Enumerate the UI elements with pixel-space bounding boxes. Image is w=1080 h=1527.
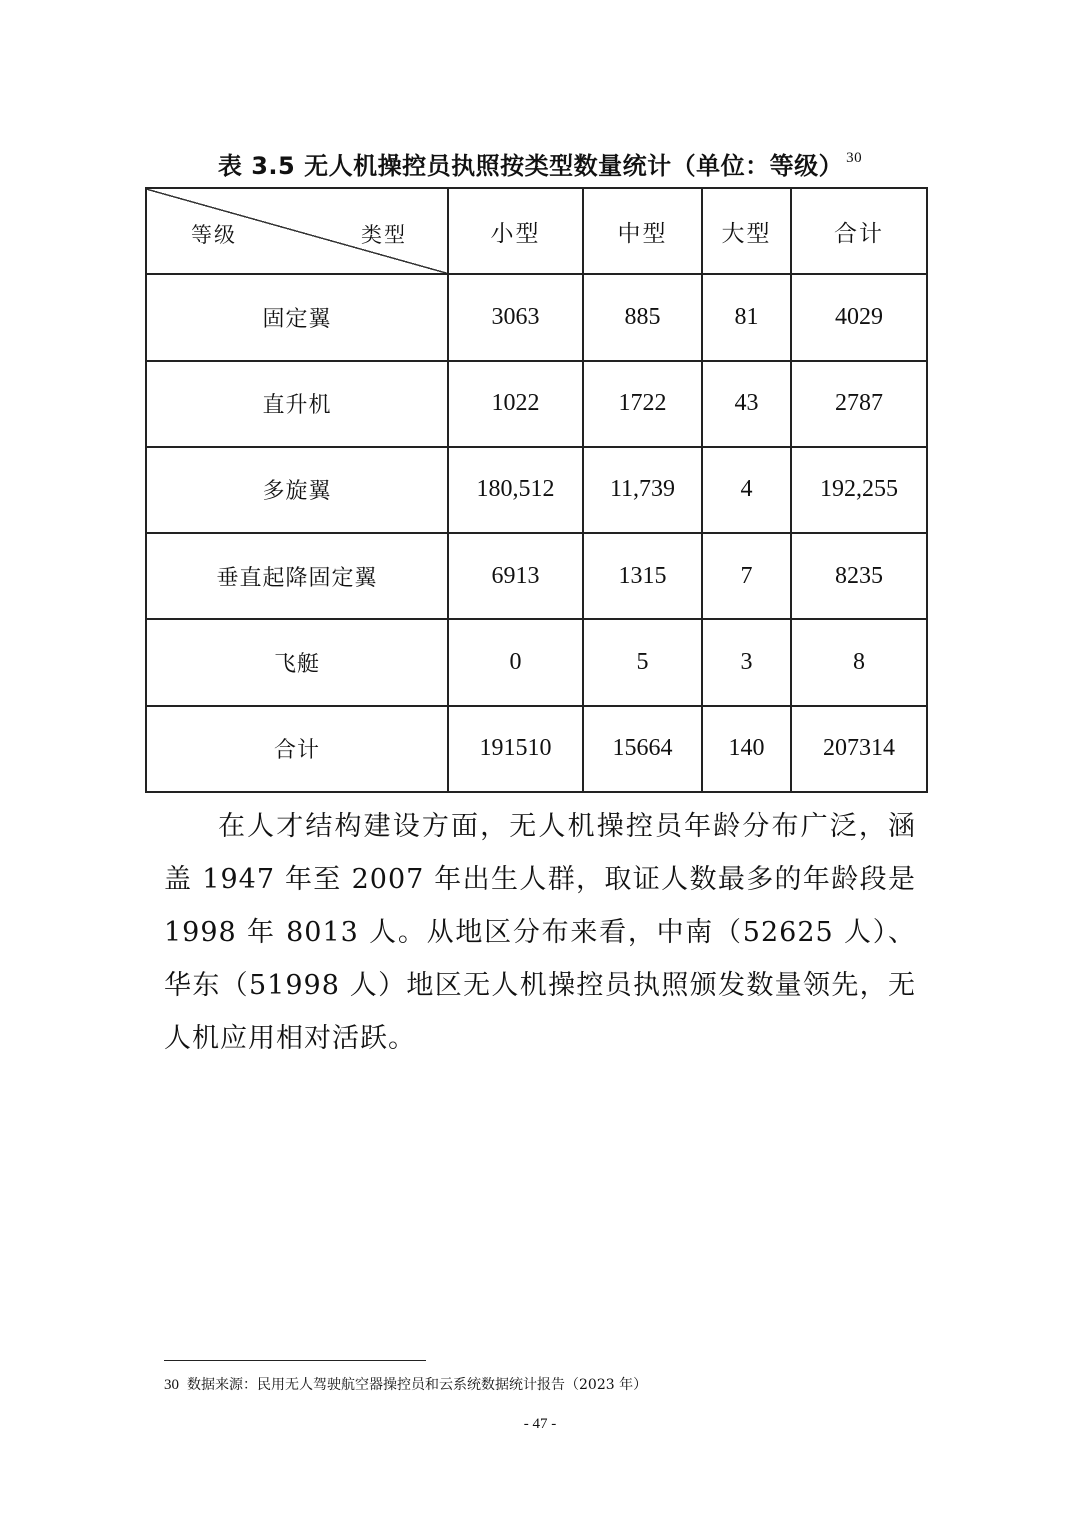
col-header-large: 大型 xyxy=(702,188,791,274)
corner-col-label: 类型 xyxy=(361,223,407,247)
row-label: 合计 xyxy=(146,706,448,792)
header-row xyxy=(146,188,927,274)
footnote-divider xyxy=(164,1360,426,1361)
col-header-small: 小型 xyxy=(448,188,583,274)
row-label: 直升机 xyxy=(146,361,448,447)
table-row-total xyxy=(146,706,927,792)
corner-row-label: 等级 xyxy=(191,223,237,247)
table-cell: 885 xyxy=(583,274,702,360)
table-cell: 8235 xyxy=(791,533,927,619)
footnote xyxy=(164,1374,647,1396)
table-cell: 15664 xyxy=(583,706,702,792)
page-number: - 47 - xyxy=(523,1416,557,1432)
col-header-total: 合计 xyxy=(791,188,927,274)
table-cell: 140 xyxy=(702,706,791,792)
table-row xyxy=(146,361,927,447)
license-stats-table xyxy=(145,187,928,793)
row-label: 多旋翼 xyxy=(146,447,448,533)
table-cell: 2787 xyxy=(791,361,927,447)
row-label: 固定翼 xyxy=(146,274,448,360)
table-cell: 1315 xyxy=(583,533,702,619)
table-cell: 4 xyxy=(702,447,791,533)
table-cell: 43 xyxy=(702,361,791,447)
table-cell: 5 xyxy=(583,619,702,705)
table-cell: 4029 xyxy=(791,274,927,360)
table-cell: 191510 xyxy=(448,706,583,792)
table-row xyxy=(146,274,927,360)
table-cell: 192,255 xyxy=(791,447,927,533)
footnote-number: 30 xyxy=(164,1377,179,1393)
table-cell: 3063 xyxy=(448,274,583,360)
body-paragraph: 在人才结构建设方面，无人机操控员年龄分布广泛，涵盖 1947 年至 2007 年出生人群，取证人数最多的年龄段是 1998 年 8013 人。从地区分布来看，中南（52625 人）、华东（51998 人）地区无人机操控员执照颁发数量领先，无人机应用相对活跃。 xyxy=(164,811,916,1054)
table-cell: 1722 xyxy=(583,361,702,447)
table-cell: 7 xyxy=(702,533,791,619)
table-cell: 11,739 xyxy=(583,447,702,533)
table-cell: 1022 xyxy=(448,361,583,447)
row-label: 飞艇 xyxy=(146,619,448,705)
table-cell: 3 xyxy=(702,619,791,705)
table-row xyxy=(146,619,927,705)
table-caption xyxy=(0,138,1080,186)
table-cell: 0 xyxy=(448,619,583,705)
corner-cell xyxy=(146,188,448,274)
caption-footnote-ref: 30 xyxy=(846,150,863,166)
table-row xyxy=(146,533,927,619)
table-cell: 8 xyxy=(791,619,927,705)
col-header-medium: 中型 xyxy=(583,188,702,274)
table-cell: 180,512 xyxy=(448,447,583,533)
footnote-text: 数据来源：民用无人驾驶航空器操控员和云系统数据统计报告（2023 年） xyxy=(187,1377,648,1393)
caption-text: 表 3.5 无人机操控员执照按类型数量统计（单位：等级） xyxy=(217,152,844,180)
table-cell: 81 xyxy=(702,274,791,360)
table-row xyxy=(146,447,927,533)
table-cell: 6913 xyxy=(448,533,583,619)
row-label: 垂直起降固定翼 xyxy=(146,533,448,619)
table-cell: 207314 xyxy=(791,706,927,792)
